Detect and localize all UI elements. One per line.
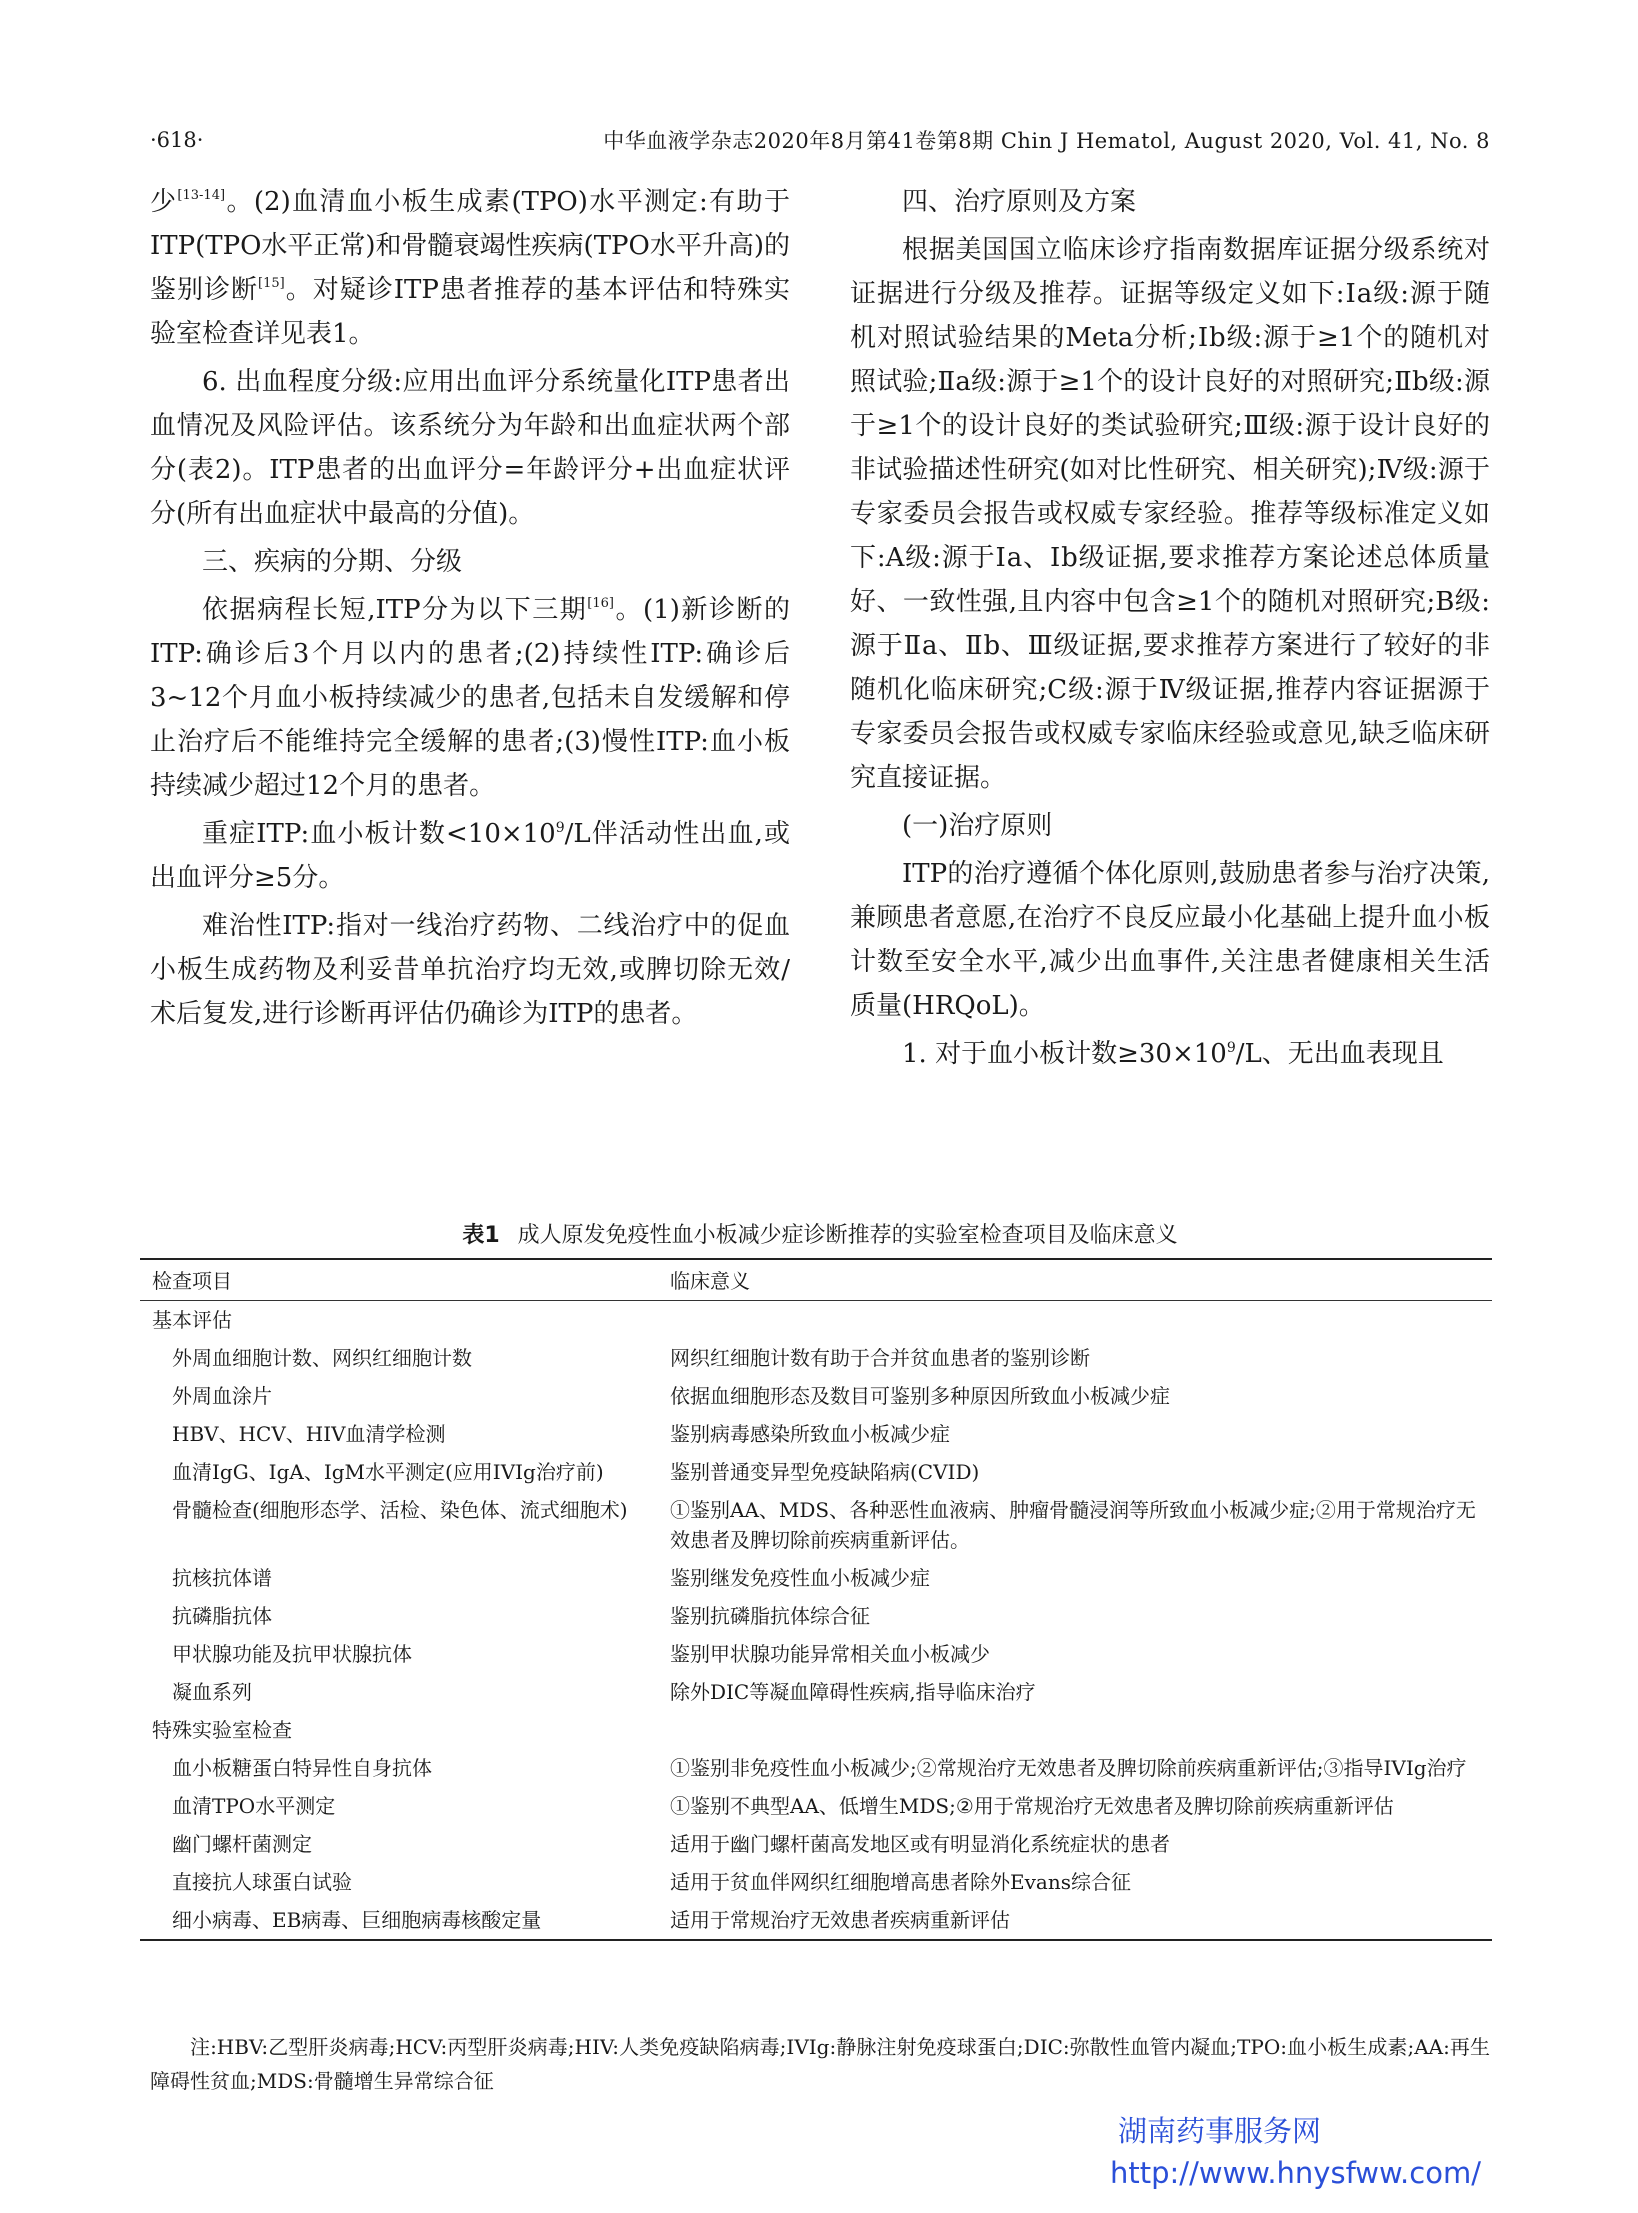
cell-test-item: 幽门螺杆菌测定 — [172, 1832, 312, 1856]
table-row — [140, 1825, 1492, 1863]
column-header-item: 检查项目 — [152, 1269, 232, 1293]
table-section-basic: 基本评估 — [152, 1308, 232, 1332]
paragraph: ITP的治疗遵循个体化原则,鼓励患者参与治疗决策,兼顾患者意愿,在治疗不良反应最小化基础上提升血小板计数至安全水平,减少出血事件,关注患者健康相关生活质量(HRQoL)。 — [850, 859, 1490, 1021]
paragraph: 6. 出血程度分级:应用出血评分系统量化ITP患者出血情况及风险评估。该系统分为年龄和出血症状两个部分(表2)。ITP患者的出血评分=年龄评分+出血症状评分(所有出血症状中最高的分值)。 — [150, 367, 790, 529]
paragraph: 1. 对于血小板计数$\ge 30\times 10^9/L$、无出血表现且 — [902, 1039, 1444, 1069]
cell-test-item: 直接抗人球蛋白试验 — [172, 1870, 352, 1894]
table-title: 成人原发免疫性血小板减少症诊断推荐的实验室检查项目及临床意义 — [517, 1223, 1178, 1248]
column-header-meaning: 临床意义 — [670, 1269, 750, 1293]
page-number: ·618· — [150, 128, 204, 152]
table-row — [140, 1453, 1492, 1491]
table-row — [140, 1339, 1492, 1377]
watermark-site-name: 湖南药事服务网 — [1118, 2114, 1322, 2148]
cell-clinical-meaning: 适用于常规治疗无效患者疾病重新评估 — [670, 1908, 1010, 1932]
table-row — [140, 1673, 1492, 1711]
cell-test-item: 血清TPO水平测定 — [172, 1794, 336, 1818]
cell-clinical-meaning: 网织红细胞计数有助于合并贫血患者的鉴别诊断 — [670, 1346, 1090, 1370]
cell-test-item: 外周血细胞计数、网织红细胞计数 — [172, 1346, 472, 1370]
cell-clinical-meaning: 鉴别抗磷脂抗体综合征 — [670, 1604, 870, 1628]
cell-test-item: 抗磷脂抗体 — [172, 1604, 272, 1628]
cell-clinical-meaning: 适用于贫血伴网织红细胞增高患者除外Evans综合征 — [670, 1870, 1131, 1894]
table-row — [140, 1863, 1492, 1901]
cell-clinical-meaning: 鉴别病毒感染所致血小板减少症 — [670, 1422, 950, 1446]
paragraph: 依据病程长短,ITP分为以下三期[16]。(1)新诊断的ITP:确诊后3个月以内的患者;(2)持续性ITP:确诊后3~12个月血小板持续减少的患者,包括未自发缓解和停止治疗后不能维持完全缓解的患者;(3)慢性ITP:血小板持续减少超过12个月的患者。 — [150, 595, 790, 801]
running-header — [150, 122, 1490, 158]
table-row — [140, 1787, 1492, 1825]
left-column — [150, 180, 790, 1160]
citation: [13-14] — [177, 188, 226, 203]
cell-test-item: 抗核抗体谱 — [172, 1566, 272, 1590]
exponent: 9 — [555, 820, 565, 836]
cell-clinical-meaning: 鉴别普通变异型免疫缺陷病(CVID) — [670, 1460, 980, 1484]
paragraph: 根据美国国立临床诊疗指南数据库证据分级系统对证据进行分级及推荐。证据等级定义如下:Ⅰa级:源于随机对照试验结果的Meta分析;Ⅰb级:源于≥1个的随机对照试验;Ⅱa级:源于≥1个的设计良好的对照研究;Ⅱb级:源于≥1个的设计良好的类试验研究;Ⅲ级:源于设计良好的非试验描述性研究(如对比性研究、相关研究);Ⅳ级:源于专家委员会报告或权威专家经验。推荐等级标准定义如下:A级:源于Ⅰa、Ⅰb级证据,要求推荐方案论述总体质量好、一致性强,且内容中包含≥1个的随机对照研究;B级:源于Ⅱa、Ⅱb、Ⅲ级证据,要求推荐方案进行了较好的非随机化临床研究;C级:源于Ⅳ级证据,推荐内容证据源于专家委员会报告或权威专家临床经验或意见,缺乏临床研究直接证据。 — [850, 235, 1490, 793]
table-row — [140, 1901, 1492, 1939]
table-label: 表1 — [462, 1223, 500, 1248]
subsection-heading: (一)治疗原则 — [902, 811, 1053, 841]
paragraph: 重症ITP:血小板计数$<10\times 10^9/L$伴活动性出血,或出血评分≥5分。 — [150, 819, 790, 893]
cell-clinical-meaning: ①鉴别非免疫性血小板减少;②常规治疗无效患者及脾切除前疾病重新评估;③指导IVIg治疗 — [670, 1756, 1467, 1780]
table-row — [140, 1749, 1492, 1787]
cell-clinical-meaning: 除外DIC等凝血障碍性疾病,指导临床治疗 — [670, 1680, 1036, 1704]
table-row — [140, 1415, 1492, 1453]
journal-title: 中华血液学杂志2020年8月第41卷第8期 Chin J Hematol, August 2020, Vol. 41, No. 8 — [603, 129, 1490, 153]
cell-clinical-meaning: ①鉴别AA、MDS、各种恶性血液病、肿瘤骨髓浸润等所致血小板减少症;②用于常规治疗无效患者及脾切除前疾病重新评估。 — [670, 1498, 1476, 1552]
table-section-special: 特殊实验室检查 — [152, 1718, 292, 1742]
table-body-basic — [140, 1339, 1492, 1711]
citation: [15] — [258, 276, 285, 291]
cell-test-item: 凝血系列 — [172, 1680, 252, 1704]
watermark — [1110, 2110, 1510, 2194]
cell-clinical-meaning: ①鉴别不典型AA、低增生MDS;②用于常规治疗无效患者及脾切除前疾病重新评估 — [670, 1794, 1394, 1818]
exponent: 9 — [1226, 1040, 1236, 1056]
cell-test-item: 细小病毒、EB病毒、巨细胞病毒核酸定量 — [172, 1908, 542, 1932]
paragraph: 难治性ITP:指对一线治疗药物、二线治疗中的促血小板生成药物及利妥昔单抗治疗均无效,或脾切除无效/术后复发,进行诊断再评估仍确诊为ITP的患者。 — [150, 911, 790, 1029]
right-column — [850, 180, 1490, 1160]
cell-test-item: 血小板糖蛋白特异性自身抗体 — [172, 1756, 432, 1780]
cell-test-item: 血清IgG、IgA、IgM水平测定(应用IVIg治疗前) — [172, 1460, 604, 1484]
table-row — [140, 1559, 1492, 1597]
table-row — [140, 1635, 1492, 1673]
cell-clinical-meaning: 适用于幽门螺杆菌高发地区或有明显消化系统症状的患者 — [670, 1832, 1170, 1856]
body-columns — [150, 180, 1490, 1160]
section-heading: 三、疾病的分期、分级 — [202, 547, 463, 577]
table-body-special — [140, 1749, 1492, 1939]
table-note: 注:HBV:乙型肝炎病毒;HCV:丙型肝炎病毒;HIV:人类免疫缺陷病毒;IVIg:静脉注射免疫球蛋白;DIC:弥散性血管内凝血;TPO:血小板生成素;AA:再生障碍性贫血;MDS:骨髓增生异常综合征 — [150, 2035, 1490, 2093]
cell-clinical-meaning: 鉴别继发免疫性血小板减少症 — [670, 1566, 930, 1590]
table-row — [140, 1491, 1492, 1559]
paragraph: 少[13-14]。(2)血清血小板生成素(TPO)水平测定:有助于ITP(TPO水平正常)和骨髓衰竭性疾病(TPO水平升高)的鉴别诊断[15]。对疑诊ITP患者推荐的基本评估和特殊实验室检查详见表1。 — [150, 187, 790, 349]
table-row — [140, 1597, 1492, 1635]
lab-test-table — [140, 1258, 1492, 1941]
section-heading: 四、治疗原则及方案 — [902, 187, 1137, 217]
cell-test-item: 外周血涂片 — [172, 1384, 272, 1408]
table-row — [140, 1377, 1492, 1415]
citation: [16] — [587, 596, 614, 611]
cell-test-item: HBV、HCV、HIV血清学检测 — [172, 1422, 446, 1446]
table-header — [140, 1260, 1492, 1301]
watermark-url: http://www.hnysfww.com/ — [1110, 2156, 1481, 2190]
table-caption — [150, 1218, 1490, 1249]
cell-test-item: 甲状腺功能及抗甲状腺抗体 — [172, 1642, 412, 1666]
cell-test-item: 骨髓检查(细胞形态学、活检、染色体、流式细胞术) — [172, 1498, 628, 1522]
cell-clinical-meaning: 依据血细胞形态及数目可鉴别多种原因所致血小板减少症 — [670, 1384, 1170, 1408]
cell-clinical-meaning: 鉴别甲状腺功能异常相关血小板减少 — [670, 1642, 990, 1666]
